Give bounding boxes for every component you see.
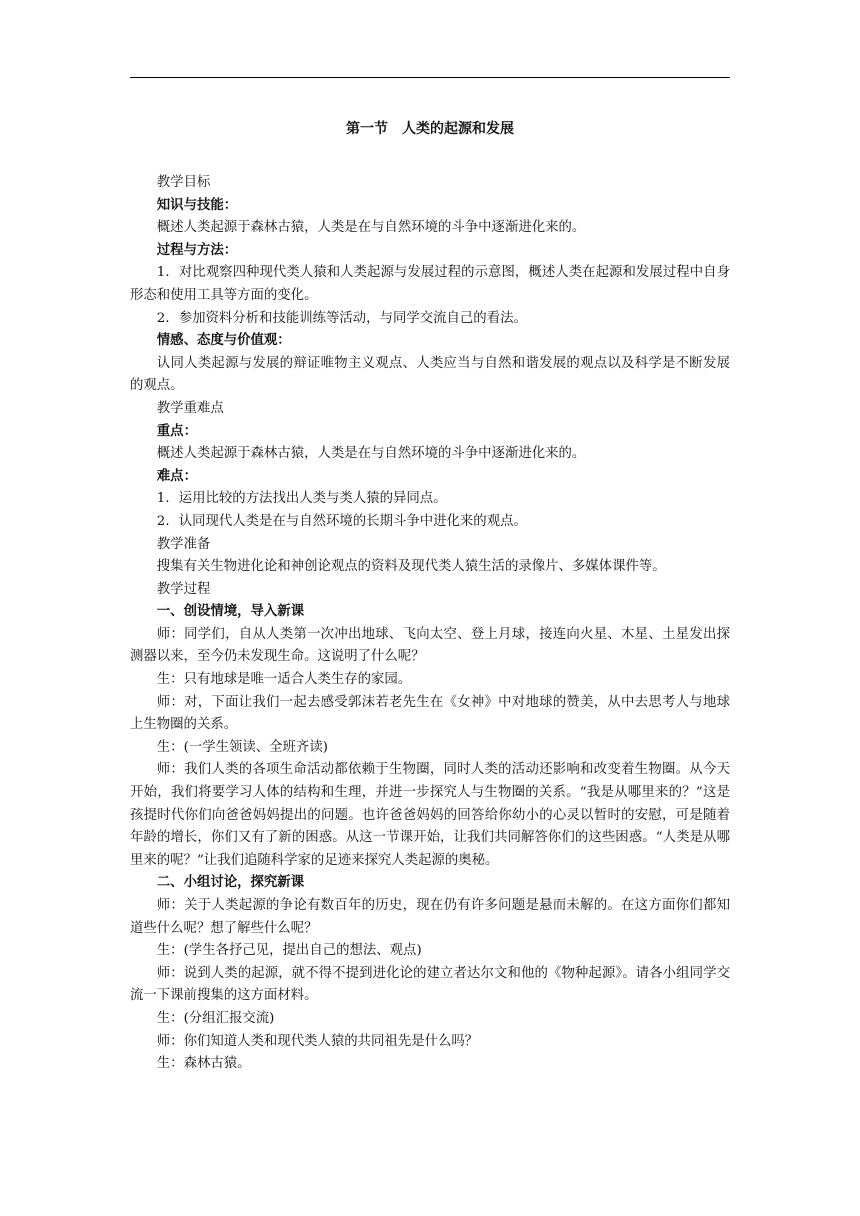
paragraph: 生：(学生各抒己见，提出自己的想法、观点) bbox=[156, 943, 422, 959]
section-heading: 重点： bbox=[156, 423, 197, 439]
paragraph: 1．对比观察四种现代类人猿和人类起源与发展过程的示意图，概述人类在起源和发展过程中自身形态和使用工具等方面的变化。 bbox=[130, 265, 730, 303]
page-title: 第一节 人类的起源和发展 bbox=[346, 121, 514, 137]
paragraph: 生：(分组汇报交流) bbox=[156, 1010, 275, 1026]
paragraph: 师：你们知道人类和现代类人猿的共同祖先是什么吗？ bbox=[156, 1033, 479, 1049]
paragraph: 师：同学们，自从人类第一次冲出地球、飞向太空、登上月球，接连向火星、木星、土星发出探测器以来，至今仍未发现生命。这说明了什么呢？ bbox=[130, 626, 730, 665]
paragraph: 生：只有地球是唯一适合人类生存的家园。 bbox=[156, 672, 412, 688]
paragraph: 师：我们人类的各项生命活动都依赖于生物圈，同时人类的活动还影响和改变着生物圈。从今天开始，我们将要学习人体的结构和生理，并进一步探究人与生物圈的关系。“我是从哪里来的？”这是孩提时代你们向爸爸妈妈提出的问题。也许爸爸妈妈的回答给你幼小的心灵以暂时的安慰，可是随着年龄的增长，你们又有了新的困惑。从这一节课开始，让我们共同解答你们的这些困惑。“人类是从哪里来的呢？”让我们追随科学家的足迹来探究人类起源的奥秘。 bbox=[130, 762, 730, 868]
paragraph: 教学重难点 bbox=[156, 400, 224, 416]
paragraph: 生：(一学生领读、全班齐读) bbox=[156, 739, 328, 755]
paragraph: 搜集有关生物进化论和神创论观点的资料及现代类人猿生活的录像片、多媒体课件等。 bbox=[156, 559, 666, 575]
section-heading: 知识与技能： bbox=[156, 197, 238, 213]
paragraph: 师：说到人类的起源，就不得不提到进化论的建立者达尔文和他的《物种起源》。请各小组同学交流一下课前搜集的这方面材料。 bbox=[130, 965, 730, 1004]
paragraph: 师：对，下面让我们一起去感受郭沫若老先生在《女神》中对地球的赞美，从中去思考人与地球上生物圈的关系。 bbox=[130, 694, 730, 733]
section-heading: 难点： bbox=[156, 468, 197, 484]
header-rule bbox=[130, 77, 730, 78]
section-heading: 过程与方法： bbox=[156, 242, 238, 258]
paragraph: 生：森林古猿。 bbox=[156, 1056, 251, 1072]
section-heading: 情感、态度与价值观： bbox=[156, 333, 291, 349]
paragraph: 2．参加资料分析和技能训练等活动，与同学交流自己的看法。 bbox=[156, 310, 527, 326]
document-body bbox=[130, 172, 730, 1076]
paragraph: 认同人类起源与发展的辩证唯物主义观点、人类应当与自然和谐发展的观点以及科学是不断发展的观点。 bbox=[130, 355, 730, 394]
section-heading: 一、创设情境，导入新课 bbox=[156, 604, 305, 620]
paragraph: 教学过程 bbox=[156, 581, 211, 597]
paragraph: 1．运用比较的方法找出人类与类人猿的异同点。 bbox=[156, 491, 447, 507]
paragraph: 概述人类起源于森林古猿，人类是在与自然环境的斗争中逐渐进化来的。 bbox=[156, 446, 586, 462]
section-heading: 二、小组讨论，探究新课 bbox=[156, 875, 305, 891]
paragraph: 教学准备 bbox=[156, 536, 211, 552]
paragraph: 师：关于人类起源的争论有数百年的历史，现在仍有许多问题是悬而未解的。在这方面你们都知道些什么呢？想了解些什么呢？ bbox=[130, 898, 730, 936]
paragraph: 2．认同现代人类是在与自然环境的长期斗争中进化来的观点。 bbox=[156, 513, 527, 529]
paragraph: 教学目标 bbox=[156, 175, 211, 190]
paragraph: 概述人类起源于森林古猿，人类是在与自然环境的斗争中逐渐进化来的。 bbox=[156, 220, 586, 236]
